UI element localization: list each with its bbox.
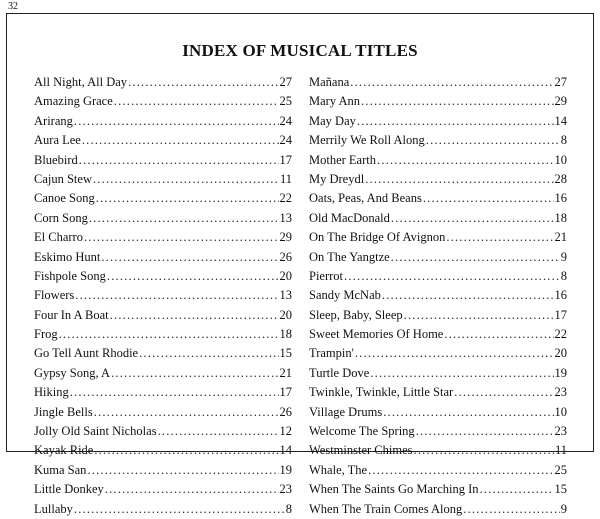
dot-leader <box>89 209 279 228</box>
song-title: Arirang <box>34 113 73 128</box>
song-title: Oats, Peas, And Beans <box>309 191 422 206</box>
song-title: My Dreydl <box>309 171 365 186</box>
top-border <box>6 13 594 14</box>
song-title: Mañana <box>309 75 350 89</box>
page-reference: 25 <box>279 94 292 109</box>
song-title: Kuma San <box>34 462 87 477</box>
dot-leader <box>391 209 554 228</box>
index-entry <box>34 461 292 480</box>
song-title: Aura Lee <box>34 133 81 148</box>
song-title: Sleep, Baby, Sleep <box>309 307 403 322</box>
dot-leader <box>59 325 279 344</box>
song-title: Bluebird <box>34 152 78 167</box>
page-reference: 21 <box>279 365 292 380</box>
song-title: Whale, The <box>309 462 368 477</box>
song-title: Merrily We Roll Along <box>309 133 425 148</box>
page-reference: 13 <box>279 288 292 303</box>
song-title: Hiking <box>34 385 69 400</box>
song-title: Kayak Ride <box>34 443 94 458</box>
song-title: Twinkle, Twinkle, Little Star <box>309 385 454 400</box>
index-entry <box>309 286 567 305</box>
song-title: Pierrot <box>309 268 344 283</box>
dot-leader <box>107 267 279 286</box>
page-reference: 29 <box>279 230 292 245</box>
song-title: Flowers <box>34 288 75 303</box>
song-title: Mary Ann <box>309 94 361 109</box>
song-title: Eskimo Hunt <box>34 249 101 264</box>
song-title: May Day <box>309 113 356 128</box>
page-reference: 12 <box>279 424 292 439</box>
dot-leader <box>93 170 279 189</box>
index-entry <box>309 189 567 208</box>
page-reference: 24 <box>279 113 292 128</box>
right-border <box>593 13 594 452</box>
index-entry <box>309 461 567 480</box>
left-border <box>6 13 7 452</box>
dot-leader <box>391 248 560 267</box>
page-title: INDEX OF MUSICAL TITLES <box>182 41 418 60</box>
index-entry <box>309 500 567 519</box>
index-entry <box>309 480 567 499</box>
index-entry <box>34 422 292 441</box>
dot-leader <box>94 441 278 460</box>
dot-leader <box>368 461 553 480</box>
page-reference: 9 <box>560 501 567 516</box>
index-entry <box>309 151 567 170</box>
song-title: El Charro <box>34 230 83 245</box>
index-entry <box>34 228 292 247</box>
index-entry <box>309 228 567 247</box>
song-title: Welcome The Spring <box>309 424 415 439</box>
dot-leader <box>344 267 560 286</box>
page-reference: 8 <box>560 133 567 148</box>
dot-leader <box>404 306 554 325</box>
song-title: Gypsy Song, A <box>34 365 111 380</box>
dot-leader <box>114 92 279 111</box>
song-title: Canoe Song <box>34 191 95 206</box>
index-entry <box>309 422 567 441</box>
page-reference: 11 <box>554 443 567 458</box>
index-entry <box>34 209 292 228</box>
index-entry <box>34 248 292 267</box>
page-reference: 23 <box>554 385 567 400</box>
index-entry <box>309 131 567 150</box>
index-entry <box>34 325 292 344</box>
song-title: Go Tell Aunt Rhodie <box>34 346 139 361</box>
page-reference: 11 <box>279 171 292 186</box>
song-title: Sandy McNab <box>309 288 381 303</box>
page-reference: 13 <box>279 210 292 225</box>
dot-leader <box>444 325 553 344</box>
page-reference: 8 <box>285 501 292 516</box>
dot-leader <box>87 461 278 480</box>
dot-leader <box>139 344 278 363</box>
page-reference: 19 <box>279 462 292 477</box>
dot-leader <box>365 170 553 189</box>
page-reference: 10 <box>554 404 567 419</box>
dot-leader <box>370 364 553 383</box>
song-title: Little Donkey <box>34 482 104 497</box>
index-entry <box>34 383 292 402</box>
index-entry <box>309 170 567 189</box>
page-reference: 27 <box>554 75 567 89</box>
index-entry <box>34 500 292 519</box>
index-entry <box>34 170 292 189</box>
page-reference: 14 <box>554 113 567 128</box>
index-column-left <box>34 73 292 519</box>
dot-leader <box>75 286 278 305</box>
dot-leader <box>110 306 279 325</box>
dot-leader <box>423 189 554 208</box>
index-entry <box>309 344 567 363</box>
index-column-right <box>309 73 567 519</box>
dot-leader <box>463 500 560 519</box>
index-entry <box>309 73 567 92</box>
index-entry <box>34 286 292 305</box>
song-title: Turtle Dove <box>309 365 370 380</box>
song-title: Sweet Memories Of Home <box>309 327 444 342</box>
dot-leader <box>111 364 278 383</box>
index-entry <box>34 151 292 170</box>
dot-leader <box>96 189 279 208</box>
index-entry <box>309 267 567 286</box>
dot-leader <box>382 286 554 305</box>
song-title: Mother Earth <box>309 152 376 167</box>
index-entry <box>34 267 292 286</box>
song-title: Village Drums <box>309 404 383 419</box>
page-reference: 9 <box>560 249 567 264</box>
page-reference: 23 <box>279 482 292 497</box>
dot-leader <box>357 112 554 131</box>
page-reference: 17 <box>279 152 292 167</box>
page-reference: 25 <box>554 462 567 477</box>
song-title: Jolly Old Saint Nicholas <box>34 424 157 439</box>
song-title: Amazing Grace <box>34 94 113 109</box>
index-entry <box>34 189 292 208</box>
song-title: When The Saints Go Marching In <box>309 482 479 497</box>
page-reference: 19 <box>554 365 567 380</box>
dot-leader <box>350 73 553 92</box>
dot-leader <box>79 151 279 170</box>
page-reference: 29 <box>554 94 567 109</box>
index-entry <box>34 131 292 150</box>
page-reference: 26 <box>279 249 292 264</box>
page-reference: 15 <box>554 482 567 497</box>
dot-leader <box>82 131 279 150</box>
index-entry <box>309 383 567 402</box>
index-entry <box>309 364 567 383</box>
dot-leader <box>383 403 553 422</box>
page-reference: 18 <box>554 210 567 225</box>
page-reference: 14 <box>279 443 292 458</box>
index-entry <box>34 344 292 363</box>
dot-leader <box>84 228 279 247</box>
page-reference: 17 <box>554 307 567 322</box>
page-reference: 20 <box>279 268 292 283</box>
dot-leader <box>101 248 278 267</box>
dot-leader <box>426 131 560 150</box>
page-reference: 22 <box>554 327 567 342</box>
dot-leader <box>377 151 554 170</box>
index-entry <box>309 306 567 325</box>
dot-leader <box>355 344 554 363</box>
page-reference: 26 <box>279 404 292 419</box>
page-reference: 22 <box>279 191 292 206</box>
index-entry <box>34 73 292 92</box>
page-reference: 18 <box>279 327 292 342</box>
song-title: Frog <box>34 327 58 342</box>
index-entry <box>309 325 567 344</box>
page-reference: 8 <box>560 268 567 283</box>
dot-leader <box>361 92 553 111</box>
dot-leader <box>414 441 554 460</box>
song-title: Cajun Stew <box>34 171 92 186</box>
index-entry <box>34 480 292 499</box>
index-entry <box>34 112 292 131</box>
song-title: Westminster Chimes <box>309 443 413 458</box>
index-entry <box>34 364 292 383</box>
index-entry <box>34 306 292 325</box>
song-title: All Night, All Day <box>34 75 128 89</box>
song-title: On The Yangtze <box>309 249 390 264</box>
page-reference: 15 <box>279 346 292 361</box>
song-title: Lullaby <box>34 501 73 516</box>
dot-leader <box>70 383 279 402</box>
song-title: On The Bridge Of Avignon <box>309 230 446 245</box>
dot-leader <box>454 383 553 402</box>
song-title: When The Train Comes Along <box>309 501 463 516</box>
index-entry <box>309 248 567 267</box>
song-title: Corn Song <box>34 210 88 225</box>
dot-leader <box>128 73 278 92</box>
index-entry <box>309 92 567 111</box>
dot-leader <box>446 228 553 247</box>
song-title: Old MacDonald <box>309 210 390 225</box>
index-entry <box>309 403 567 422</box>
dot-leader <box>94 403 279 422</box>
dot-leader <box>74 500 285 519</box>
song-title: Trampin' <box>309 346 354 361</box>
index-entry <box>309 112 567 131</box>
index-entry <box>309 209 567 228</box>
page-reference: 23 <box>554 424 567 439</box>
page-number: 32 <box>8 1 18 12</box>
song-title: Jingle Bells <box>34 404 93 419</box>
page-reference: 27 <box>279 75 292 89</box>
dot-leader <box>416 422 554 441</box>
page-reference: 20 <box>554 346 567 361</box>
page-reference: 20 <box>279 307 292 322</box>
index-entry <box>34 403 292 422</box>
song-title: Four In A Boat <box>34 307 109 322</box>
page-reference: 28 <box>554 171 567 186</box>
page-reference: 16 <box>554 288 567 303</box>
dot-leader <box>480 480 554 499</box>
page-reference: 24 <box>279 133 292 148</box>
index-entry <box>34 441 292 460</box>
song-title: Fishpole Song <box>34 268 106 283</box>
page-reference: 17 <box>279 385 292 400</box>
page-reference: 16 <box>554 191 567 206</box>
dot-leader <box>74 112 279 131</box>
page-reference: 10 <box>554 152 567 167</box>
page-reference: 21 <box>554 230 567 245</box>
index-entry <box>309 441 567 460</box>
dot-leader <box>105 480 279 499</box>
index-entry <box>34 92 292 111</box>
dot-leader <box>158 422 279 441</box>
